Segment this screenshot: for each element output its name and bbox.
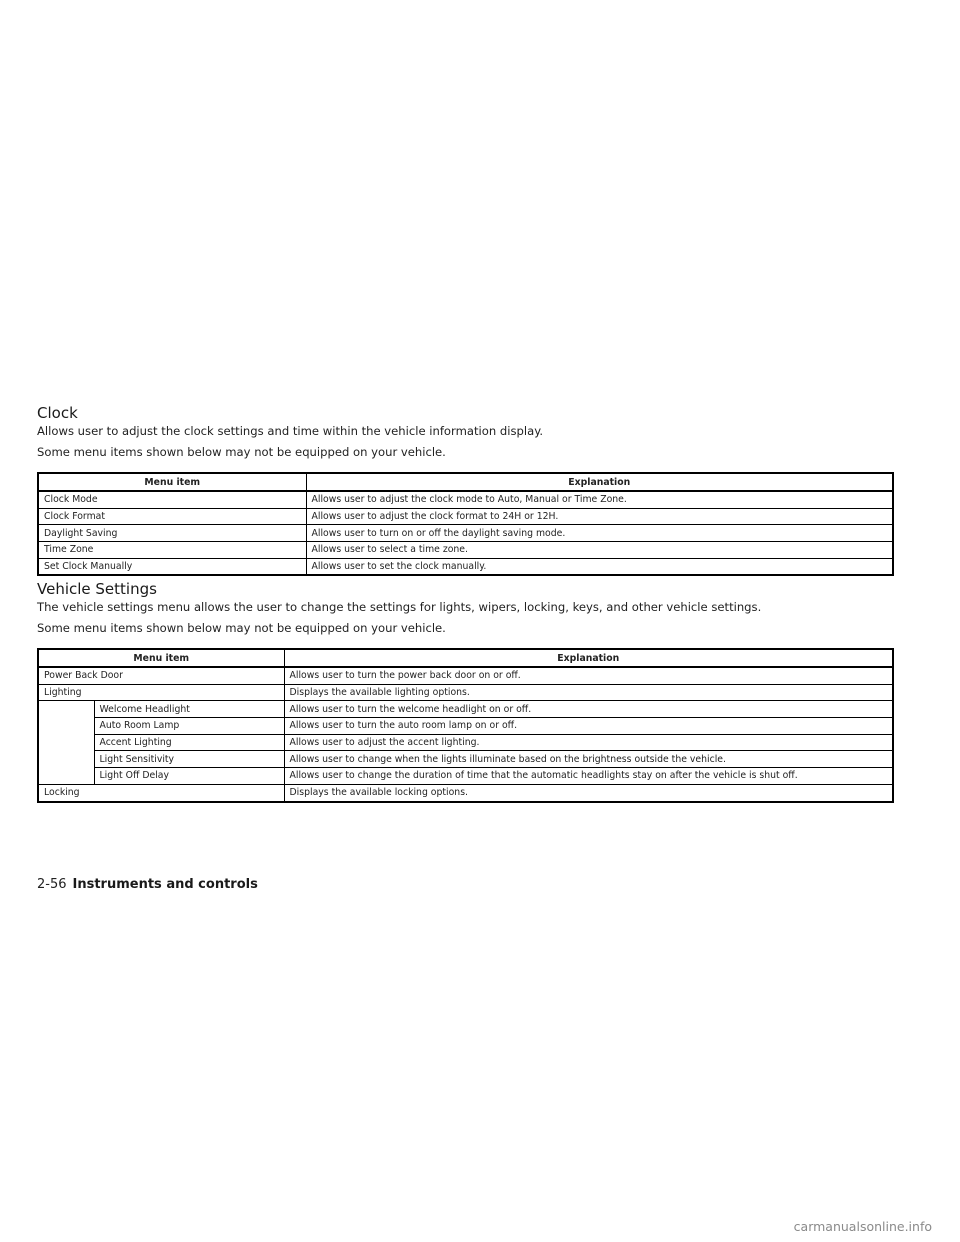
table-row xyxy=(38,542,893,559)
indent-spacer xyxy=(38,701,94,784)
vehicle-settings-description: The vehicle settings menu allows the user to change the settings for lights, wipers, locking, keys, and other vehicle settings. xyxy=(37,600,762,614)
explanation-cell: Allows user to adjust the clock format to 24H or 12H. xyxy=(306,508,893,525)
menu-item-cell: Clock Mode xyxy=(38,491,306,508)
clock-section-title: Clock xyxy=(37,404,78,422)
clock-description: Allows user to adjust the clock settings and time within the vehicle information display. xyxy=(37,424,544,438)
page-footer xyxy=(37,877,258,892)
table-header-row xyxy=(38,649,893,667)
menu-item-cell: Set Clock Manually xyxy=(38,558,306,575)
sub-item-cell: Welcome Headlight xyxy=(94,701,284,718)
table-row xyxy=(38,558,893,575)
sub-item-cell: Light Sensitivity xyxy=(94,751,284,768)
sub-item-cell: Light Off Delay xyxy=(94,768,284,785)
explanation-cell: Allows user to change when the lights illuminate based on the brightness outside the vehicle. xyxy=(284,751,893,768)
explanation-header: Explanation xyxy=(284,649,893,667)
sub-item-cell: Accent Lighting xyxy=(94,734,284,751)
menu-item-cell: Lighting xyxy=(38,684,284,701)
explanation-cell: Allows user to adjust the accent lighting. xyxy=(284,734,893,751)
menu-item-cell: Time Zone xyxy=(38,542,306,559)
table-row xyxy=(38,718,893,735)
explanation-cell: Displays the available locking options. xyxy=(284,784,893,801)
explanation-cell: Allows user to set the clock manually. xyxy=(306,558,893,575)
chapter-title: Instruments and controls xyxy=(72,877,258,892)
menu-item-cell: Locking xyxy=(38,784,284,801)
table-row xyxy=(38,734,893,751)
vehicle-settings-availability-note: Some menu items shown below may not be equipped on your vehicle. xyxy=(37,621,446,635)
explanation-cell: Allows user to select a time zone. xyxy=(306,542,893,559)
table-row xyxy=(38,491,893,508)
menu-item-header: Menu item xyxy=(38,473,306,491)
watermark-text: carmanualsonline.info xyxy=(793,1219,932,1234)
table-header-row xyxy=(38,473,893,491)
explanation-cell: Allows user to turn the auto room lamp on or off. xyxy=(284,718,893,735)
table-row xyxy=(38,768,893,785)
table-row xyxy=(38,667,893,684)
table-row xyxy=(38,684,893,701)
table-row xyxy=(38,525,893,542)
sub-item-cell: Auto Room Lamp xyxy=(94,718,284,735)
table-row xyxy=(38,508,893,525)
page-number: 2-56 xyxy=(37,877,67,892)
clock-settings-table xyxy=(37,472,894,576)
explanation-cell: Allows user to change the duration of time that the automatic headlights stay on after the vehicle is shut off. xyxy=(284,768,893,785)
menu-item-cell: Power Back Door xyxy=(38,667,284,684)
table-row xyxy=(38,784,893,801)
vehicle-settings-table xyxy=(37,648,894,803)
explanation-cell: Allows user to turn the welcome headlight on or off. xyxy=(284,701,893,718)
menu-item-cell: Daylight Saving xyxy=(38,525,306,542)
explanation-header: Explanation xyxy=(306,473,893,491)
explanation-cell: Allows user to turn on or off the daylight saving mode. xyxy=(306,525,893,542)
explanation-cell: Allows user to adjust the clock mode to Auto, Manual or Time Zone. xyxy=(306,491,893,508)
menu-item-cell: Clock Format xyxy=(38,508,306,525)
table-row xyxy=(38,701,893,718)
table-row xyxy=(38,751,893,768)
explanation-cell: Allows user to turn the power back door on or off. xyxy=(284,667,893,684)
explanation-cell: Displays the available lighting options. xyxy=(284,684,893,701)
vehicle-settings-section-title: Vehicle Settings xyxy=(37,580,157,598)
clock-availability-note: Some menu items shown below may not be equipped on your vehicle. xyxy=(37,445,446,459)
menu-item-header: Menu item xyxy=(38,649,284,667)
